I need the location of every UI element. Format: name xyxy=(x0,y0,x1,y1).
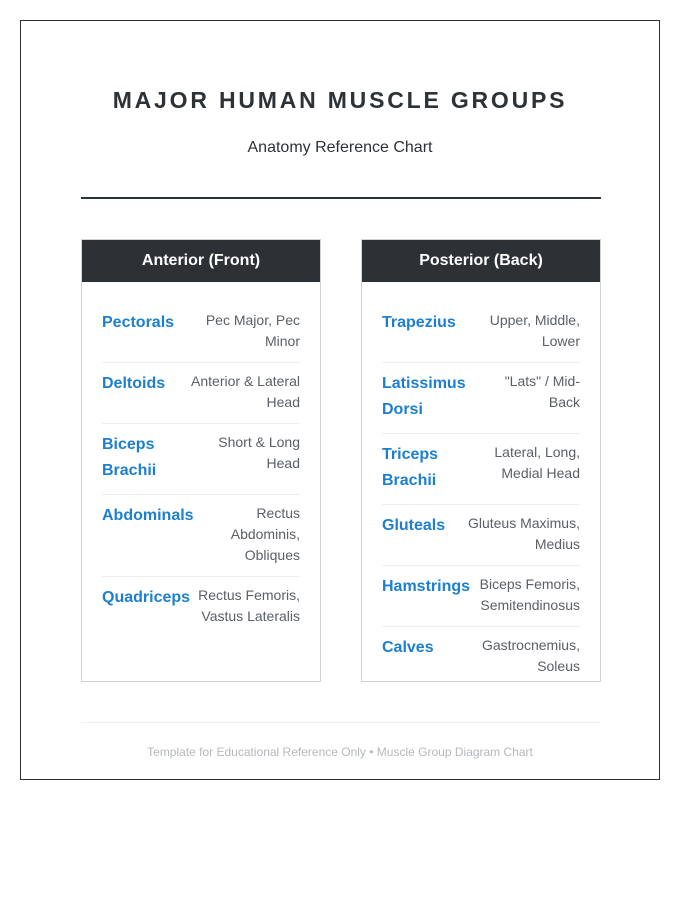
title-divider xyxy=(81,197,601,199)
muscle-name: Pectorals xyxy=(102,314,175,331)
footer-divider xyxy=(81,722,601,723)
muscle-name: Calves xyxy=(382,639,434,656)
list-item xyxy=(382,434,580,505)
anterior-panel-heading: Anterior (Front) xyxy=(82,240,320,282)
list-item xyxy=(382,505,580,566)
muscle-detail: "Lats" / Mid-Back xyxy=(504,373,580,410)
muscle-name: Deltoids xyxy=(102,375,166,392)
muscle-detail: Lateral, Long, Medial Head xyxy=(494,444,580,481)
list-item xyxy=(102,577,300,637)
muscle-name: Biceps Brachii xyxy=(102,436,157,479)
list-item xyxy=(102,495,300,577)
muscle-name: Latissimus Dorsi xyxy=(382,375,466,418)
page-title: MAJOR HUMAN MUSCLE GROUPS xyxy=(112,87,568,113)
posterior-panel xyxy=(361,239,601,682)
list-item xyxy=(102,304,300,363)
list-item xyxy=(382,363,580,434)
page-subtitle: Anatomy Reference Chart xyxy=(247,139,433,156)
posterior-panel-heading: Posterior (Back) xyxy=(362,240,600,282)
muscle-name: Quadriceps xyxy=(102,589,191,606)
muscle-detail: Rectus Abdominis, Obliques xyxy=(230,505,300,563)
muscle-name: Abdominals xyxy=(102,507,194,524)
muscle-detail: Short & Long Head xyxy=(218,434,300,471)
list-item xyxy=(382,566,580,627)
list-item xyxy=(102,424,300,495)
posterior-list xyxy=(362,282,600,687)
anterior-list xyxy=(82,282,320,637)
muscle-detail: Pec Major, Pec Minor xyxy=(205,312,300,349)
anterior-panel xyxy=(81,239,321,682)
muscle-detail: Rectus Femoris, Vastus Lateralis xyxy=(198,587,300,624)
footer-note: Template for Educational Reference Only • Muscle Group Diagram Chart xyxy=(147,745,533,759)
muscle-name: Gluteals xyxy=(382,517,446,534)
muscle-name: Hamstrings xyxy=(382,578,471,595)
muscle-name: Trapezius xyxy=(382,314,456,331)
muscle-detail: Anterior & Lateral Head xyxy=(191,373,300,410)
list-item xyxy=(382,304,580,363)
muscle-detail: Gluteus Maximus, Medius xyxy=(467,515,580,552)
muscle-name: Triceps Brachii xyxy=(382,446,439,489)
list-item xyxy=(102,363,300,424)
muscle-detail: Upper, Middle, Lower xyxy=(489,312,580,349)
muscle-detail: Biceps Femoris, Semitendinosus xyxy=(479,576,580,613)
muscle-detail: Gastrocnemius, Soleus xyxy=(481,637,580,674)
reference-sheet xyxy=(20,20,660,780)
list-item xyxy=(382,627,580,687)
